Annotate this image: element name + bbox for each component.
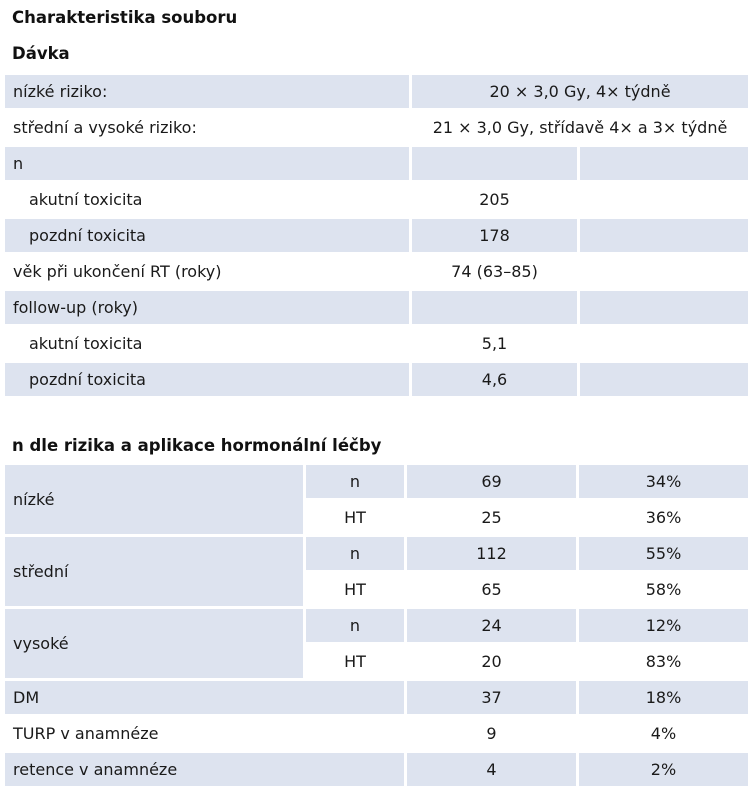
extra-count: 9 bbox=[486, 724, 497, 743]
risk-count: 20 bbox=[481, 652, 502, 671]
risk-subgroup: n bbox=[306, 537, 404, 570]
table-row bbox=[5, 255, 748, 288]
risk-table bbox=[2, 462, 748, 789]
extra-row bbox=[5, 753, 748, 786]
dose-label: nízké riziko: bbox=[5, 75, 409, 108]
extra-count: 4 bbox=[407, 753, 576, 786]
extra-label: DM bbox=[5, 681, 404, 714]
row-label: akutní toxicita bbox=[29, 190, 143, 209]
row-value: 205 bbox=[479, 190, 510, 209]
empty-cell bbox=[580, 183, 748, 216]
row-label: follow-up (roky) bbox=[5, 291, 409, 324]
risk-subgroup: HT bbox=[344, 652, 366, 671]
extra-row bbox=[5, 681, 748, 714]
risk-group-label: střední bbox=[5, 537, 303, 606]
risk-group-label: nízké bbox=[5, 465, 303, 534]
risk-count: 69 bbox=[407, 465, 576, 498]
empty-cell bbox=[580, 255, 748, 288]
row-label: n bbox=[5, 147, 409, 180]
row-value: 178 bbox=[412, 219, 577, 252]
extra-percent: 4% bbox=[650, 724, 677, 743]
extra-label: TURP v anamnéze bbox=[13, 724, 159, 743]
table-row bbox=[5, 327, 748, 360]
dose-row bbox=[5, 111, 748, 144]
risk-percent: 34% bbox=[579, 465, 748, 498]
table-row bbox=[5, 219, 748, 252]
row-value: 4,6 bbox=[412, 363, 577, 396]
dose-label: střední a vysoké riziko: bbox=[13, 118, 197, 137]
risk-count: 25 bbox=[481, 508, 502, 527]
characteristics-table bbox=[2, 72, 748, 399]
row-label: pozdní toxicita bbox=[5, 219, 409, 252]
risk-subgroup: n bbox=[306, 465, 404, 498]
risk-percent: 58% bbox=[645, 580, 682, 599]
table-row bbox=[5, 147, 748, 180]
risk-count: 65 bbox=[481, 580, 502, 599]
dose-heading: Dávka bbox=[12, 44, 70, 63]
empty-cell bbox=[580, 363, 748, 396]
table-row bbox=[5, 291, 748, 324]
extra-label: retence v anamnéze bbox=[5, 753, 404, 786]
empty-cell bbox=[580, 327, 748, 360]
risk-subgroup: HT bbox=[344, 508, 366, 527]
table-row bbox=[5, 363, 748, 396]
row-label: pozdní toxicita bbox=[5, 363, 409, 396]
row-label: věk při ukončení RT (roky) bbox=[13, 262, 222, 281]
extra-percent: 2% bbox=[579, 753, 748, 786]
risk-row bbox=[5, 537, 748, 570]
risk-subgroup: n bbox=[306, 609, 404, 642]
risk-percent: 83% bbox=[645, 652, 682, 671]
row-label: akutní toxicita bbox=[29, 334, 143, 353]
extra-percent: 18% bbox=[579, 681, 748, 714]
risk-count: 24 bbox=[407, 609, 576, 642]
dose-value: 21 × 3,0 Gy, střídavě 4× a 3× týdně bbox=[432, 118, 728, 137]
risk-row bbox=[5, 609, 748, 642]
risk-subgroup: HT bbox=[344, 580, 366, 599]
risk-count: 112 bbox=[407, 537, 576, 570]
risk-row bbox=[5, 465, 748, 498]
risk-percent: 36% bbox=[645, 508, 682, 527]
extra-row bbox=[5, 717, 748, 750]
row-value bbox=[412, 147, 577, 180]
empty-cell bbox=[580, 219, 748, 252]
row-value: 74 (63–85) bbox=[451, 262, 538, 281]
row-value bbox=[412, 291, 577, 324]
extra-count: 37 bbox=[407, 681, 576, 714]
table-row bbox=[5, 183, 748, 216]
row-value: 5,1 bbox=[481, 334, 508, 353]
dose-value: 20 × 3,0 Gy, 4× týdně bbox=[412, 75, 748, 108]
table-title: Charakteristika souboru bbox=[12, 8, 238, 27]
empty-cell bbox=[580, 291, 748, 324]
risk-percent: 12% bbox=[579, 609, 748, 642]
dose-row bbox=[5, 75, 748, 108]
risk-group-label: vysoké bbox=[5, 609, 303, 678]
empty-cell bbox=[580, 147, 748, 180]
risk-heading: n dle rizika a aplikace hormonální léčby bbox=[12, 436, 382, 455]
risk-percent: 55% bbox=[579, 537, 748, 570]
